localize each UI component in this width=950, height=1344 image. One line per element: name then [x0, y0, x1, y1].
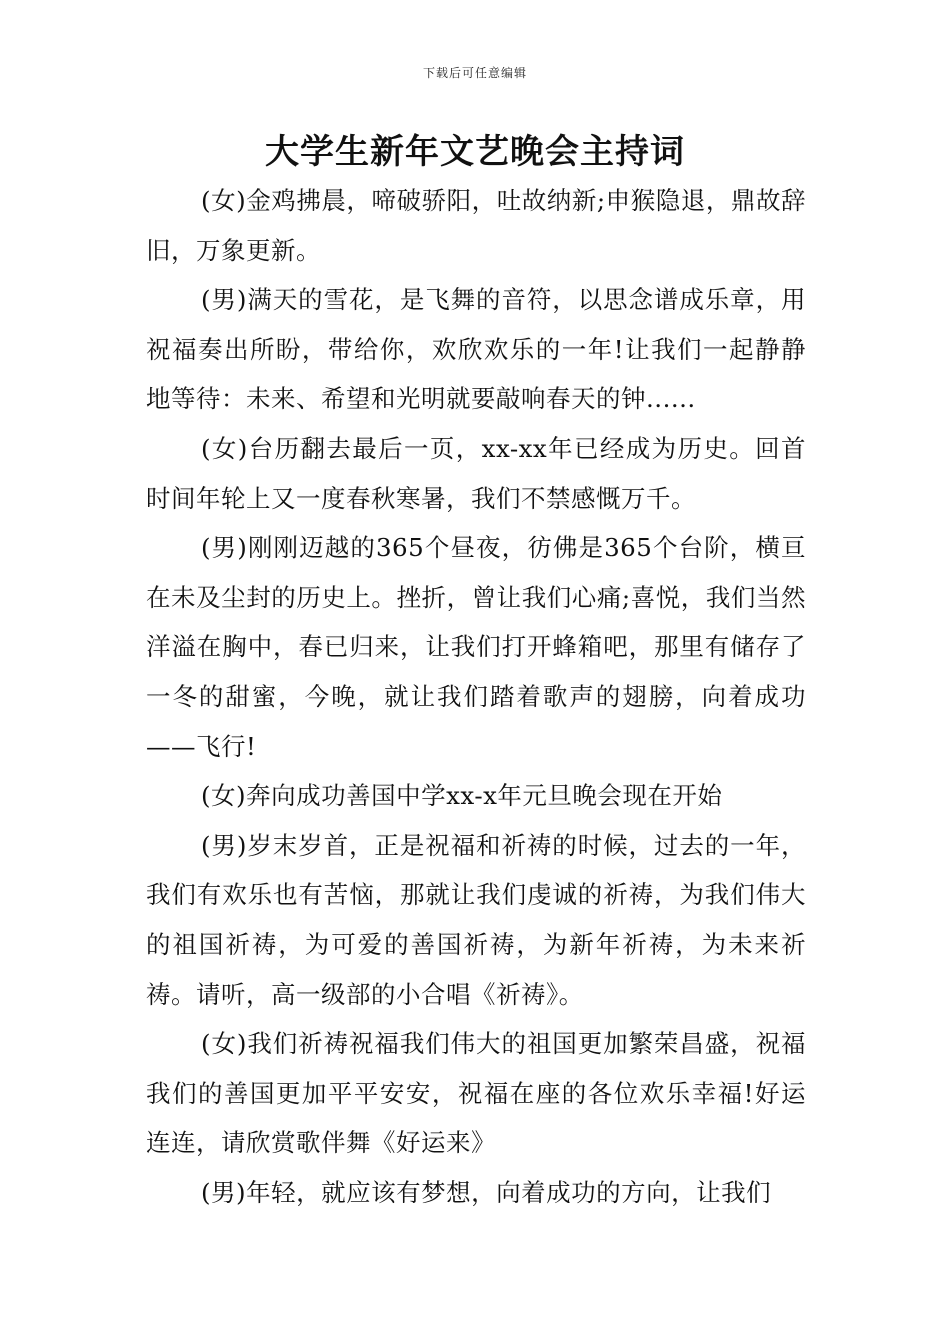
document-body: [146, 176, 806, 1217]
paragraph: (女)台历翻去最后一页，xx-xx年已经成为历史。回首时间年轮上又一度春秋寒暑，我们不禁感慨万千。: [146, 433, 806, 513]
paragraph: (女)金鸡拂晨，啼破骄阳，吐故纳新;申猴隐退，鼎故辞旧，万象更新。: [146, 186, 806, 265]
paragraph: (女)奔向成功善国中学xx-x年元旦晚会现在开始: [201, 781, 723, 811]
paragraph: (男)刚刚迈越的365个昼夜，彷佛是365个台阶，横亘在未及尘封的历史上。挫折，曾让我们心痛;喜悦，我们当然洋溢在胸中，春已归来，让我们打开蜂箱吧，那里有储存了一冬的甜蜜，今晚，就让我们踏着歌声的翅膀，向着成功——飞行!: [146, 533, 806, 761]
paragraph: (男)满天的雪花，是飞舞的音符，以思念谱成乐章，用祝福奏出所盼，带给你，欢欣欢乐的一年!让我们一起静静地等待：未来、希望和光明就要敲响春天的钟......: [146, 285, 806, 414]
paragraph: (男)年轻，就应该有梦想，向着成功的方向，让我们: [201, 1177, 772, 1207]
header-note: 下载后可任意编辑: [422, 66, 527, 80]
document-title: 大学生新年文艺晚会主持词: [265, 132, 685, 172]
paragraph: (女)我们祈祷祝福我们伟大的祖国更加繁荣昌盛，祝福我们的善国更加平平安安，祝福在座的各位欢乐幸福!好运连连，请欣赏歌伴舞《好运来》: [146, 1029, 806, 1158]
paragraph: (男)岁末岁首，正是祝福和祈祷的时候，过去的一年，我们有欢乐也有苦恼，那就让我们虔诚的祈祷，为我们伟大的祖国祈祷，为可爱的善国祈祷，为新年祈祷，为未来祈祷。请听，高一级部的小合唱《祈祷》。: [146, 830, 806, 1009]
